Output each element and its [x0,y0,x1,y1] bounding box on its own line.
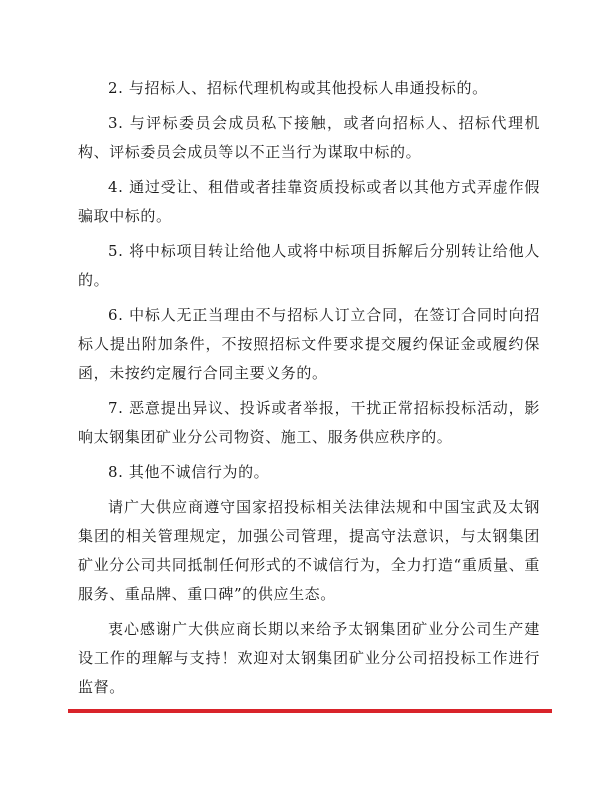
paragraph-item-8: 8. 其他不诚信行为的。 [108,463,270,481]
paragraph-item-3: 3. 与评标委员会成员私下接触，或者向招标人、招标代理机构、评标委员会成员等以不正当行为谋取中标的。 [78,114,540,161]
paragraph-item-2: 2. 与招标人、招标代理机构或其他投标人串通投标的。 [108,79,488,97]
paragraph-item-7: 7. 恶意提出异议、投诉或者举报，干扰正常招标投标活动，影响太钢集团矿业分公司物资、施工、服务供应秩序的。 [78,399,540,446]
paragraph-item-6: 6. 中标人无正当理由不与招标人订立合同，在签订合同时向招标人提出附加条件，不按照招标文件要求提交履约保证金或履约保函，未按约定履行合同主要义务的。 [78,306,540,382]
document-body [78,74,540,708]
paragraph-appeal: 请广大供应商遵守国家招投标相关法律法规和中国宝武及太钢集团的相关管理规定，加强公司管理，提高守法意识，与太钢集团矿业分公司共同抵制任何形式的不诚信行为，全力打造“重质量、重服务、重品牌、重口碑”的供应生态。 [78,498,540,603]
red-divider-rule [68,709,552,713]
paragraph-thanks: 衷心感谢广大供应商长期以来给予太钢集团矿业分公司生产建设工作的理解与支持！欢迎对太钢集团矿业分公司招投标工作进行监督。 [78,620,540,696]
paragraph-item-4: 4. 通过受让、租借或者挂靠资质投标或者以其他方式弄虚作假骗取中标的。 [78,178,540,225]
paragraph-item-5: 5. 将中标项目转让给他人或将中标项目拆解后分别转让给他人的。 [78,242,540,289]
